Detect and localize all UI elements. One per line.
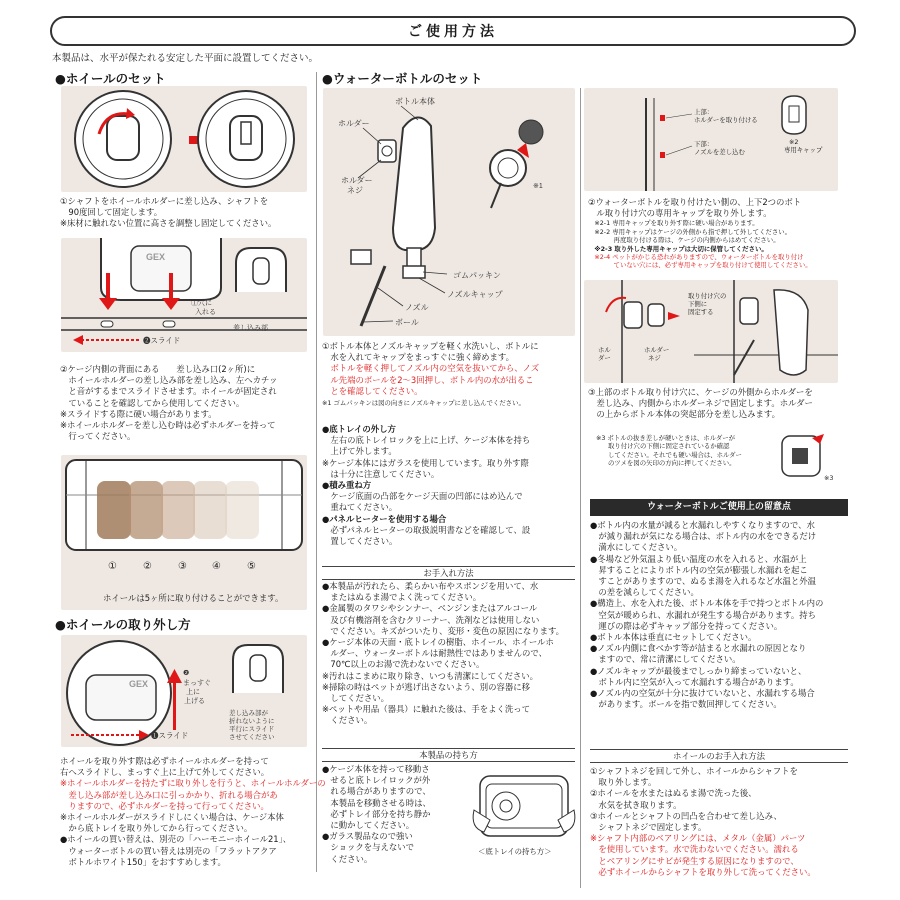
label-bottle-body: ボトル本体 [395, 97, 435, 106]
holder-mount-diagram [584, 280, 838, 383]
label-holder-screw: ネジ [347, 186, 363, 195]
wheel-care-heading: ホイールのお手入れ方法 [590, 749, 848, 763]
label-gasket: ゴムパッキン [453, 271, 501, 280]
wheel-step1-line: 90度回して固定します。 [60, 207, 163, 218]
misc-note-line: 必ずパネルヒーターの取扱説明書などを確認して、設 [322, 524, 531, 535]
bottle-step1-warning: ル先端のボールを2〜3回押し、ボトル内の水が出るこ [322, 374, 534, 385]
column-divider [316, 72, 317, 872]
bottle-notes-line: ●ノズル内側に食べかす等が詰まると水漏れの原因となり [590, 643, 807, 654]
position-marker: ① [108, 561, 117, 572]
label-note1: ※1 [533, 183, 543, 190]
diagram-label-up: 上に [186, 689, 200, 696]
diagram-label-note: 平行にスライド [229, 726, 275, 733]
positions-caption: ホイールは5ヶ所に取り付けることができます。 [103, 593, 284, 603]
bottle-step2-note: 再度取り付ける際は、ケージの内側からはめてください。 [588, 236, 780, 245]
care-line: ※汚れはこまめに取り除き、いつも清潔にしてください。 [322, 670, 539, 681]
care-line: してください。 [322, 693, 389, 704]
wheel-remove-line: 右へスライドし、まっすぐ上に上げて外してください。 [60, 767, 270, 778]
label-holder: ダー [598, 354, 611, 362]
diagram-label-up: まっすぐ [183, 680, 211, 687]
label-nozzle-cap: ノズルキャップ [447, 290, 503, 299]
carry-line: せると底トレイロックが外 [322, 775, 431, 786]
bottle-notes-line: ●ノズルキャップが最後までしっかり締まっていないと、 [590, 665, 807, 676]
wheel-care-line: ①シャフトネジを回して外し、ホイールからシャフトを [590, 766, 798, 776]
care-line: ルダー、ウォーターボトルは耐熱性ではありませんので、 [322, 648, 547, 659]
bottle-step2-warning: ※2-4 ペットがかじる恐れがありますので、ウォーターボトルを取り付け [588, 253, 804, 262]
wheel-care-line: ③ホイールとシャフトの凹凸を合わせて差し込み、 [590, 810, 782, 821]
diagram-label-slide: ❶スライド [151, 731, 189, 740]
care-heading: お手入れ方法 [322, 566, 575, 580]
care-line: 70℃以上のお湯で洗わないでください。 [322, 659, 485, 670]
care-line: ●金属製のタワシやシンナー、ベンジンまたはアルコール [322, 603, 538, 614]
bottle-notes-line: ●ボトル本体は垂直にセットしてください。 [590, 632, 757, 643]
label-hole-fix: 固定する [688, 308, 714, 316]
misc-note-line: 左右の底トレイロックを上に上げ、ケージ本体を持ち [322, 435, 531, 446]
misc-note-heading: ●底トレイの外し方 [322, 424, 396, 434]
carry-caption: ＜底トレイの持ち方＞ [478, 847, 552, 856]
label-top-hole: 上部： [694, 108, 714, 116]
position-marker: ⑤ [247, 561, 256, 572]
bottle-notes-line: すことがありますので、ぬるま湯を入れるなど水温と外温 [590, 576, 816, 587]
bottle-notes-line: があります。ボールを指で数回押してください。 [590, 699, 782, 710]
misc-note-line: 置してください。 [322, 536, 398, 547]
bottle-step3-line: 差し込み、内側からホルダーネジで固定します。ホルダー [588, 398, 813, 409]
section-heading-bottle-set: ●ウォーターボトルのセット [322, 71, 483, 86]
misc-note-line: 重ねてください。 [322, 502, 398, 513]
misc-note-line: 上げて外します。 [322, 446, 397, 457]
bottle-step2-warning: ていない穴には、必ず専用キャップを取り付けて使用してください。 [588, 261, 812, 270]
label-nozzle: ノズル [405, 303, 429, 312]
wheel-shaft-diagram [61, 86, 307, 192]
carry-line: 必ずトレイ部分を持ち静か [322, 808, 431, 819]
label-cap: ※2 [789, 138, 799, 146]
wheel-remove-line: ホイールを取り外す際は必ずホイールホルダーを持って [60, 756, 269, 766]
section-heading-wheel-set: ●ホイールのセット [55, 71, 166, 86]
bottle-notes-line: ●ノズル内の空気が十分に抜けていないと、水漏れする場合 [590, 688, 815, 699]
wheel-remove-line: ●ホイールの買い替えは、別売の「ハーモニーホイール21」、 [60, 834, 292, 845]
section-heading-wheel-remove: ●ホイールの取り外し方 [55, 617, 191, 632]
wheel-remove-line: から底トレイを取り外してから行ってください。 [60, 823, 253, 834]
bottle-notes-line: 昇することによりボトル内の空気が膨張し水漏れを起こ [590, 564, 808, 575]
bottle-note3: のツメを図の矢印の方向に押してください。 [608, 459, 736, 468]
bottle-notes-line: ますので、常に清潔にしてください。 [590, 654, 741, 665]
misc-note-line: は十分に注意してください。 [322, 468, 440, 479]
wheel-step2-line: ていることを確認してから使用してください。 [60, 397, 245, 408]
diagram-label-insert: 差し込み部 [233, 325, 268, 332]
bottle-step2-note: ※2-2 専用キャップはケージの外側から指で押して外してください。 [588, 227, 792, 236]
bottle-notes-line: ボトル内に空気が入って水漏れする場合があります。 [590, 676, 799, 687]
diagram-label-hole: 入れる [195, 309, 216, 316]
bottle-step1-line: ①ボトル本体とノズルキャップを軽く水洗いし、ボトルに [322, 341, 539, 351]
bottle-step2-note: ※2-1 専用キャップを取り外す際に硬い場合があります。 [588, 219, 759, 228]
care-line: またはぬるま湯でよく洗ってください。 [322, 592, 482, 603]
care-line: ●本製品が汚れたら、柔らかい布やスポンジを用いて、水 [322, 581, 539, 591]
bottle-step2-line: ②ウォーターボトルを取り付けたい側の、上下2つのボト [588, 197, 802, 207]
wheel-care-warning: を使用しています。水で洗わないでください。濡れる [590, 844, 799, 855]
wheel-remove-line: ボトルホワイト150」をおすすめします。 [60, 856, 226, 867]
misc-note-heading: ●パネルヒーターを使用する場合 [322, 513, 447, 524]
misc-note-line: ※ケージ本体にはガラスを使用しています。取り外す際 [322, 457, 529, 468]
holder-claw-diagram [772, 430, 838, 484]
bottle-note1: ※1 ゴムパッキンは図の向きにノズルキャップに差し込んでください。 [322, 399, 525, 408]
misc-note-line: ケージ底面の凸部をケージ天面の凹部にはめ込んで [322, 491, 523, 502]
care-line: ※ペットや用品（器具）に触れた後は、手をよく洗って [322, 704, 531, 715]
bottle-note3: ※3 ボトルの抜き差しが硬いときは、ホルダーが [596, 434, 736, 442]
bottle-notes-line: ●ボトル内の水量が減ると水漏れしやすくなりますので、水 [590, 520, 815, 530]
wheel-remove-warning: 差し込み部が差し込み口に引っかかり、折れる場合があ [60, 789, 278, 800]
care-line: ※掃除の時はペットが逃げ出さないよう、別の容器に移 [322, 681, 531, 692]
care-line: ください。 [322, 715, 373, 726]
wheel-step2-note: ※ホイールホルダーを差し込む時は必ずホルダーを持って [60, 420, 276, 431]
diagram-label-note: させてください [229, 734, 275, 741]
wheel-care-line: 水気を拭き取ります。 [590, 799, 682, 810]
bottle-step1-line: 水を入れてキャップをまっすぐに強く締めます。 [322, 352, 514, 363]
care-line: 及び有機溶剤を含むクリーナー、洗剤などは使用しない [322, 614, 540, 625]
bottle-notes-line: ●構造上、水を入れた後、ボトル本体を手で持つとボトル内の [590, 598, 824, 609]
wheel-remove-warning: ※ホイールホルダーを持たずに取り外しを行うと、ホイールホルダーの [60, 778, 326, 789]
wheel-step2-line: と音がするまでスライドさせます。ホイールが固定され [60, 386, 277, 397]
wheel-step1-note: ※床材に触れない位置に高さを調整し固定してください。 [60, 218, 277, 229]
label-hole-fix: 下側に [688, 300, 708, 308]
bottle-step3-line: の上からボトル本体の突起部分を差し込みます。 [588, 409, 780, 420]
wheel-remove-line: ※ホイールホルダーがスライドしにくい場合は、ケージ本体 [60, 812, 284, 823]
wheel-remove-line: ウォーターボトルの買い替えは別売の「フラットアクア [60, 845, 277, 856]
carry-line: れる場合がありますので、 [322, 786, 431, 797]
bottle-step2-note: ※2-3 取り外した専用キャップは大切に保管してください。 [588, 244, 768, 253]
label-holder-screw: ホルダー [644, 346, 670, 354]
gex-logo: GEX [129, 679, 149, 689]
bottle-notes-line: 運びの際は必ずキャップ部分を持ってください。 [590, 620, 783, 631]
label-ball: ボール [395, 318, 419, 327]
wheel-step2-note: 行ってください。 [60, 431, 136, 442]
label-bottom-hole: ノズルを差し込む [694, 148, 745, 156]
wheel-remove-warning: りますので、必ずホルダーを持って行ってください。 [60, 800, 269, 811]
label-hole-fix: 取り付け穴の [688, 292, 727, 300]
carry-line: ショックを与えないで [322, 842, 414, 853]
bottle-notes-line: が減り漏れが気になる場合は、ボトル内の水をできるだけ [590, 531, 817, 542]
care-line: ●ケージ本体の天面・底トレイの樹脂、ホイール、ホイールホ [322, 637, 554, 648]
label-holder-screw: ネジ [648, 354, 661, 362]
column-divider [580, 88, 581, 888]
label-holder: ホルダー [338, 119, 370, 128]
bottle-step2-line: ル取り付け穴の専用キャップを取り外します。 [588, 208, 772, 219]
carry-line: 本製品を移動させる時は、 [322, 797, 431, 808]
wheel-care-warning: とベアリングにサビが発生する原因になりますので、 [590, 855, 799, 866]
bottle-note3: 取り付け穴の下側に固定されているか確認 [608, 442, 730, 451]
wheel-care-warning: 必ずホイールからシャフトを取り外して洗ってください。 [590, 866, 816, 877]
carry-line: に動かしてください。 [322, 820, 415, 831]
bottle-step1-warning: ボトルを軽く押してノズル内の空気を抜いてから、ノズ [322, 363, 540, 374]
wheel-step2-line: ホイールホルダーの差し込み部を差し込み、左へカチッ [60, 375, 278, 386]
wheel-care-warning: ※シャフト内部のベアリングには、メタル（金属）パーツ [590, 833, 806, 844]
bottle-notes-line: ●冬場など外気温より低い温度の水を入れると、水温が上 [590, 553, 807, 564]
wheel-holder-slide-diagram [61, 238, 307, 352]
wheel-step2-note: ※スライドする際に硬い場合があります。 [60, 408, 217, 419]
label-cap: 専用キャップ [784, 146, 823, 154]
carry-line: ●ガラス製品なので強い [322, 831, 413, 842]
gex-logo: GEX [146, 252, 166, 262]
position-marker: ③ [178, 561, 187, 572]
label-note3: ※3 [824, 474, 834, 482]
diagram-label-note: 差し込み部が [229, 710, 268, 717]
diagram-label-hole: ①穴に [191, 300, 212, 307]
wheel-care-line: 取り外します。 [590, 777, 657, 788]
carry-heading: 本製品の持ち方 [322, 748, 575, 762]
bottle-notes-line: の差を減らしてください。 [590, 587, 699, 598]
carry-line: ください。 [322, 853, 373, 864]
carry-line: ●ケージ本体を持って移動さ [322, 764, 430, 774]
label-top-hole: ホルダーを取り付ける [694, 116, 758, 124]
bottle-step1-warning: とを確認してください。 [322, 385, 423, 396]
carry-tray-diagram [472, 770, 576, 868]
care-line: でください。キズがついたり、変形・変色の原因になります。 [322, 625, 565, 636]
diagram-label-up: 上げる [184, 698, 205, 705]
bottle-step3-line: ③上部のボトル取り付け穴に、ケージの外側からホルダーを [588, 387, 813, 397]
position-marker: ② [143, 561, 152, 572]
wheel-care-line: シャフトネジで固定します。 [590, 822, 707, 833]
misc-note-heading: ●積み重ね方 [322, 480, 372, 491]
bottle-note3: してください。それでも硬い場合は、ホルダー [608, 450, 742, 459]
page-title: ご使用方法 [50, 16, 856, 46]
label-bottom-hole: 下部： [694, 140, 714, 148]
bottle-parts-diagram [323, 88, 575, 336]
label-holder: ホル [598, 346, 611, 354]
intro-text: 本製品は、水平が保たれる安定した平面に設置してください。 [52, 53, 319, 64]
wheel-care-line: ②ホイールを水またはぬるま湯で洗った後、 [590, 788, 757, 799]
wheel-step2-line: ②ケージ内側の背面にある 差し込み口(2ヶ所)に [60, 364, 256, 374]
wheel-step1-line: ①シャフトをホイールホルダーに差し込み、シャフトを [60, 196, 269, 206]
bottle-cap-removal-diagram [584, 88, 838, 191]
diagram-label-up: ❷ [183, 670, 190, 677]
bottle-notes-heading: ウォーターボトルご使用上の留意点 [590, 499, 848, 516]
label-holder-screw: ホルダー [341, 176, 373, 185]
bottle-notes-line: 空気が暖められ、水漏れが発生する場合があります。持ち [590, 609, 816, 620]
wheel-remove-diagram [61, 635, 307, 747]
wheel-positions-diagram [61, 455, 307, 610]
bottle-notes-line: 満水にしてください。 [590, 542, 683, 553]
diagram-label-slide: ❷スライド [143, 336, 181, 345]
position-marker: ④ [212, 561, 221, 572]
diagram-label-note: 折れないように [229, 718, 275, 725]
